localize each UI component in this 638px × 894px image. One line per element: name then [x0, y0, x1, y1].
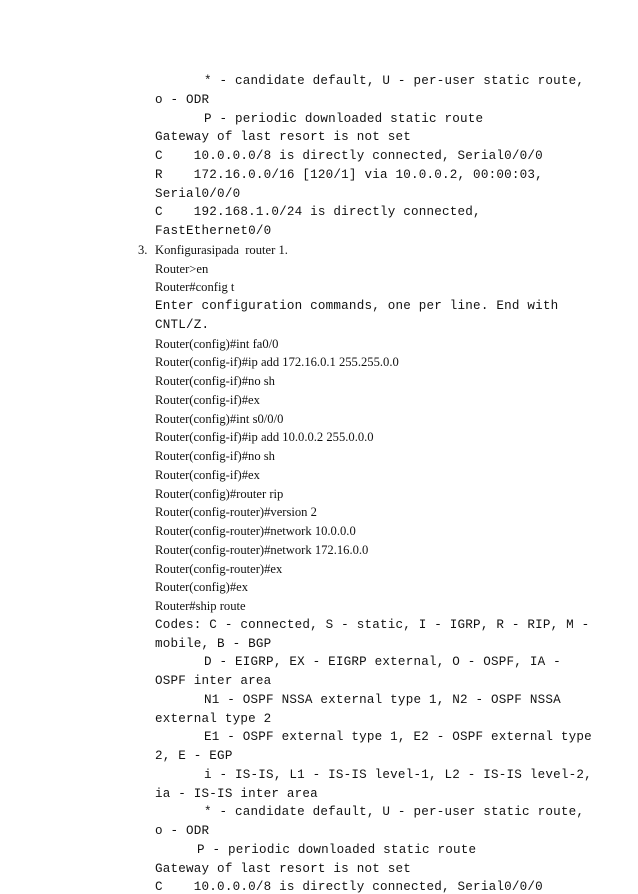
command-line: Router(config-router)#network 10.0.0.0	[155, 524, 356, 538]
console-output-line: mobile, B - BGP	[155, 636, 272, 651]
console-output-line: P - periodic downloaded static route	[204, 111, 484, 126]
console-output-line: Gateway of last resort is not set	[155, 130, 411, 145]
console-output-line: E1 - OSPF external type 1, E2 - OSPF external type	[204, 730, 592, 745]
console-output-line: R 172.16.0.0/16 [120/1] via 10.0.0.2, 00:00:03,	[155, 167, 543, 182]
console-output-line: i - IS-IS, L1 - IS-IS level-1, L2 - IS-IS level-2,	[204, 767, 592, 782]
console-output-line: FastEthernet0/0	[155, 224, 272, 238]
command-line: Router(config)#int fa0/0	[155, 336, 279, 351]
console-output-line: * - candidate default, U - per-user static route,	[204, 74, 585, 88]
console-output-line: CNTL/Z.	[155, 317, 210, 332]
console-output-line: * - candidate default, U - per-user static route,	[204, 805, 585, 820]
console-output-line: C 10.0.0.0/8 is directly connected, Serial0/0/0	[155, 149, 543, 163]
command-line: Router(config-if)#ip add 10.0.0.2 255.0.0.0	[155, 430, 374, 445]
console-output-line: OSPF inter area	[155, 674, 272, 688]
command-line: Router(config)#router rip	[155, 486, 284, 501]
command-line: Router>en	[155, 261, 209, 276]
command-line: Router#config t	[155, 280, 235, 295]
command-line: Router(config)#ex	[155, 580, 249, 595]
console-output-line: external type 2	[155, 711, 272, 726]
command-line: Konfigurasipada router 1.	[155, 242, 288, 257]
console-output-line: o - ODR	[155, 824, 210, 838]
command-line: Router(config-router)#ex	[155, 561, 283, 576]
console-output-line: C 10.0.0.0/8 is directly connected, Serial0/0/0	[155, 880, 543, 894]
command-line: Router(config-if)#no sh	[155, 449, 275, 463]
command-line: Router(config-router)#network 172.16.0.0	[155, 542, 369, 557]
console-output-line: o - ODR	[155, 92, 210, 107]
console-output-line: ia - IS-IS inter area	[155, 786, 318, 801]
command-line: Router(config-if)#ex	[155, 392, 260, 407]
list-number: 3.	[138, 242, 148, 257]
console-output-line: 2, E - EGP	[155, 749, 233, 763]
console-output-line: P - periodic downloaded static route	[197, 842, 477, 857]
console-output-line: C 192.168.1.0/24 is directly connected,	[155, 205, 481, 220]
command-line: Router(config)#int s0/0/0	[155, 411, 284, 426]
console-output-line: D - EIGRP, EX - EIGRP external, O - OSPF, IA -	[204, 655, 561, 670]
command-line: Router#ship route	[155, 599, 246, 613]
command-line: Router(config-if)#ip add 172.16.0.1 255.255.0.0	[155, 355, 399, 370]
console-output-line: Enter configuration commands, one per line. End with	[155, 299, 559, 313]
command-line: Router(config-router)#version 2	[155, 505, 317, 520]
command-line: Router(config-if)#ex	[155, 467, 260, 482]
console-output-line: N1 - OSPF NSSA external type 1, N2 - OSPF NSSA	[204, 692, 561, 707]
console-output-line: Codes: C - connected, S - static, I - IGRP, R - RIP, M -	[155, 617, 590, 632]
command-line: Router(config-if)#no sh	[155, 374, 275, 388]
console-output-line: Gateway of last resort is not set	[155, 861, 411, 876]
console-output-line: Serial0/0/0	[155, 186, 241, 201]
